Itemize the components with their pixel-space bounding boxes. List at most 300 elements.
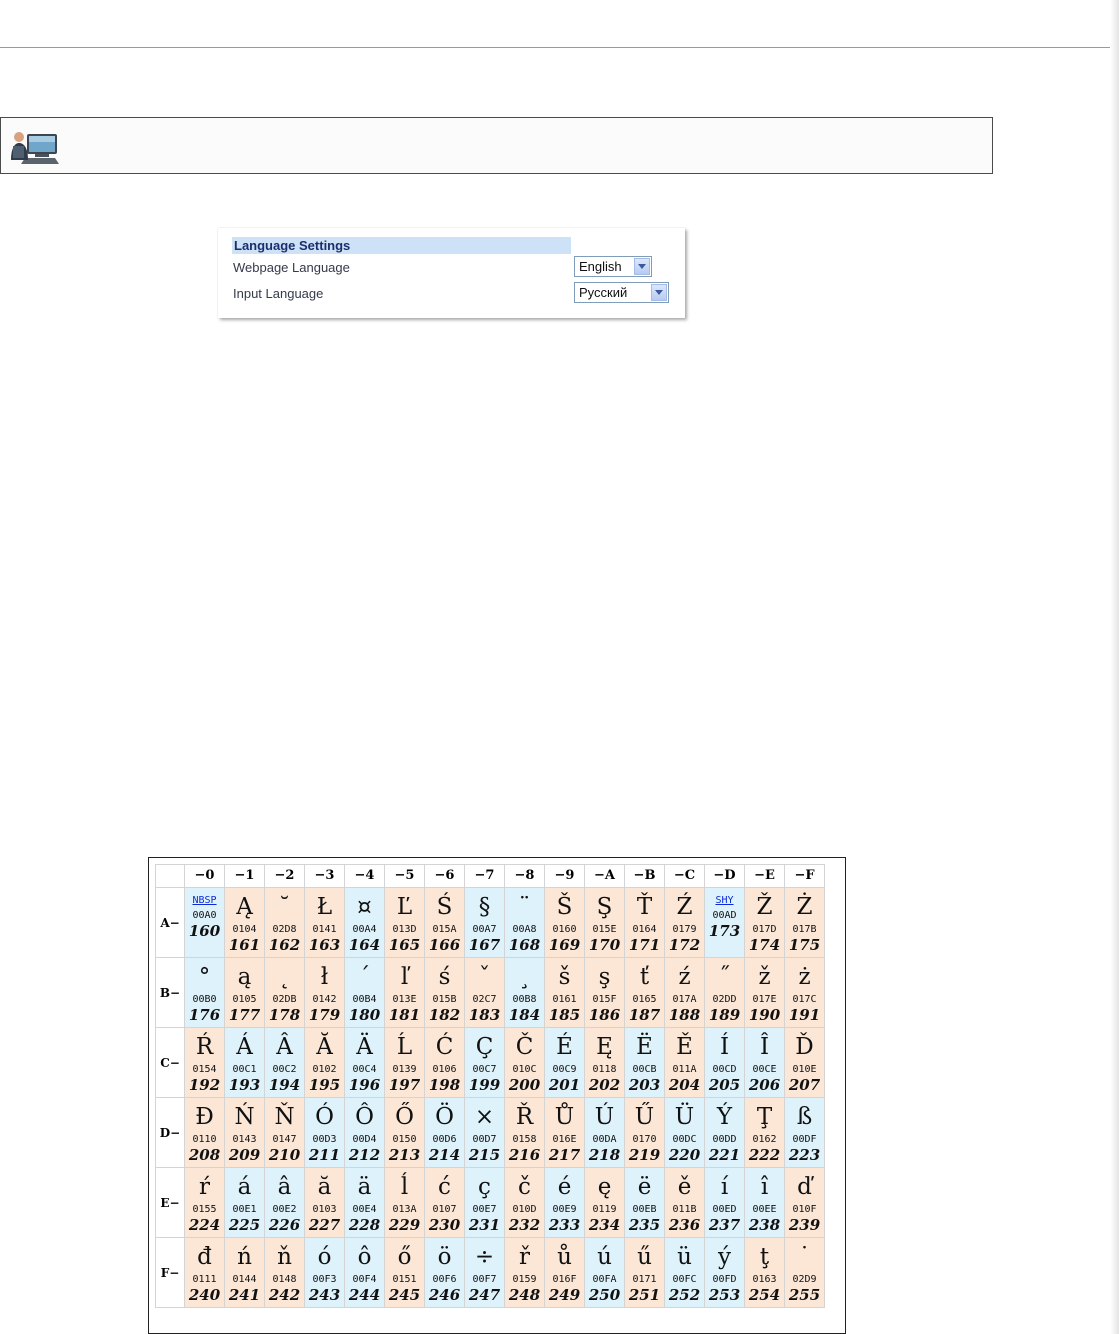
char-code: 00FC xyxy=(672,1274,697,1285)
char-glyph: ž xyxy=(758,964,771,990)
char-decimal: 226 xyxy=(268,1216,301,1234)
char-decimal: 218 xyxy=(588,1146,621,1164)
char-glyph: ó xyxy=(317,1244,332,1270)
char-glyph: ý xyxy=(718,1244,731,1270)
char-code: 017E xyxy=(752,994,777,1005)
char-cell xyxy=(185,888,225,958)
char-cell xyxy=(265,1098,305,1168)
char-glyph: ź xyxy=(678,964,691,990)
char-decimal: 235 xyxy=(628,1216,661,1234)
char-decimal: 165 xyxy=(388,936,421,954)
char-cell xyxy=(185,1028,225,1098)
char-cell xyxy=(385,1098,425,1168)
char-cell xyxy=(505,1028,545,1098)
char-decimal: 177 xyxy=(228,1006,261,1024)
char-glyph: ć xyxy=(438,1174,451,1200)
char-cell xyxy=(465,888,505,958)
char-decimal: 255 xyxy=(788,1286,821,1304)
char-cell xyxy=(545,888,585,958)
char-decimal: 239 xyxy=(788,1216,821,1234)
char-code: 013A xyxy=(392,1204,417,1215)
char-decimal: 206 xyxy=(748,1076,781,1094)
char-code: 00E4 xyxy=(352,1204,377,1215)
char-code: 0171 xyxy=(632,1274,657,1285)
char-cell xyxy=(745,1028,785,1098)
char-cell xyxy=(305,1168,345,1238)
char-name-link[interactable]: SHY xyxy=(715,895,734,906)
char-code: 00C7 xyxy=(472,1064,497,1075)
char-cell xyxy=(265,1168,305,1238)
char-decimal: 233 xyxy=(548,1216,581,1234)
char-glyph: ű xyxy=(637,1244,652,1270)
char-glyph: Ó xyxy=(315,1104,334,1130)
char-cell xyxy=(465,1168,505,1238)
char-glyph: Ŕ xyxy=(195,1034,214,1060)
char-decimal: 196 xyxy=(348,1076,381,1094)
char-decimal: 168 xyxy=(508,936,541,954)
char-glyph: š xyxy=(558,964,571,990)
char-decimal: 251 xyxy=(628,1286,661,1304)
char-glyph: ť xyxy=(639,964,650,990)
char-decimal: 175 xyxy=(788,936,821,954)
char-glyph: ś xyxy=(438,964,451,990)
char-decimal: 170 xyxy=(588,936,621,954)
char-glyph: Ě xyxy=(676,1034,693,1060)
char-code: 0170 xyxy=(632,1134,657,1145)
char-decimal: 224 xyxy=(188,1216,221,1234)
row-header: E− xyxy=(156,1168,185,1238)
char-glyph: č xyxy=(518,1174,531,1200)
char-code: 00E1 xyxy=(232,1204,257,1215)
char-cell xyxy=(425,958,465,1028)
table-row xyxy=(156,888,825,958)
char-code: 016E xyxy=(552,1134,577,1145)
char-decimal: 185 xyxy=(548,1006,581,1024)
column-header: −C xyxy=(665,865,705,888)
char-cell xyxy=(385,1028,425,1098)
char-cell xyxy=(505,1168,545,1238)
char-decimal: 208 xyxy=(188,1146,221,1164)
row-header: A− xyxy=(156,888,185,958)
char-glyph: ř xyxy=(519,1244,530,1270)
column-header: −1 xyxy=(225,865,265,888)
char-decimal: 232 xyxy=(508,1216,541,1234)
char-glyph: ě xyxy=(677,1174,692,1200)
char-code: 0142 xyxy=(312,994,337,1005)
char-glyph: Ú xyxy=(594,1104,615,1130)
char-glyph: Ĺ xyxy=(396,1034,413,1060)
char-code: 011A xyxy=(672,1064,697,1075)
char-code: 00C2 xyxy=(272,1064,297,1075)
char-decimal: 242 xyxy=(268,1286,301,1304)
column-header: −D xyxy=(705,865,745,888)
char-glyph: ˝ xyxy=(718,964,731,990)
char-decimal: 191 xyxy=(788,1006,821,1024)
char-decimal: 197 xyxy=(388,1076,421,1094)
char-glyph: ˇ xyxy=(478,964,491,990)
char-decimal: 203 xyxy=(628,1076,661,1094)
char-decimal: 223 xyxy=(788,1146,821,1164)
char-decimal: 202 xyxy=(588,1076,621,1094)
char-code: 0119 xyxy=(592,1204,617,1215)
char-code: 0159 xyxy=(512,1274,537,1285)
char-cell xyxy=(225,1238,265,1308)
char-cell xyxy=(785,1028,825,1098)
char-decimal: 163 xyxy=(308,936,341,954)
char-cell xyxy=(385,1238,425,1308)
char-glyph: î xyxy=(760,1174,769,1200)
char-code: 010F xyxy=(792,1204,817,1215)
char-glyph: ľ xyxy=(400,964,409,990)
char-cell xyxy=(425,1168,465,1238)
char-code: 0111 xyxy=(192,1274,217,1285)
char-glyph: Ä xyxy=(356,1034,373,1060)
char-glyph: Ů xyxy=(554,1104,575,1130)
char-decimal: 248 xyxy=(508,1286,541,1304)
char-code: 00E9 xyxy=(552,1204,577,1215)
char-code: 00CE xyxy=(752,1064,777,1075)
char-glyph: Ž xyxy=(756,894,773,920)
char-glyph: Ď xyxy=(795,1034,814,1060)
char-cell xyxy=(425,1238,465,1308)
char-code: 00EE xyxy=(752,1204,777,1215)
char-decimal: 198 xyxy=(428,1076,461,1094)
right-page-edge xyxy=(1110,0,1119,1334)
char-code: 00A8 xyxy=(512,924,537,935)
char-cell xyxy=(745,888,785,958)
char-code: 0179 xyxy=(672,924,697,935)
char-code: 00F3 xyxy=(312,1274,337,1285)
char-cell xyxy=(265,888,305,958)
char-code: 00D4 xyxy=(352,1134,377,1145)
webpage-language-select[interactable] xyxy=(574,256,652,277)
char-decimal: 184 xyxy=(508,1006,541,1024)
char-cell xyxy=(345,888,385,958)
char-cell xyxy=(585,1028,625,1098)
char-code: 010C xyxy=(512,1064,537,1075)
char-decimal: 192 xyxy=(188,1076,221,1094)
char-decimal: 238 xyxy=(748,1216,781,1234)
char-code: 015B xyxy=(432,994,457,1005)
input-language-value: Русский xyxy=(579,285,628,300)
char-cell xyxy=(385,1168,425,1238)
column-header: −6 xyxy=(425,865,465,888)
char-cell xyxy=(505,958,545,1028)
char-code: 0141 xyxy=(312,924,337,935)
webpage-language-value: English xyxy=(579,259,622,274)
char-decimal: 182 xyxy=(428,1006,461,1024)
char-glyph: ď xyxy=(797,1174,812,1200)
column-header: −F xyxy=(785,865,825,888)
char-decimal: 240 xyxy=(188,1286,221,1304)
char-glyph: ß xyxy=(796,1104,813,1130)
char-glyph: ů xyxy=(557,1244,572,1270)
char-code: 010D xyxy=(512,1204,537,1215)
char-decimal: 176 xyxy=(188,1006,221,1024)
char-cell xyxy=(305,1098,345,1168)
char-glyph: ę xyxy=(597,1174,612,1200)
char-glyph: Ć xyxy=(435,1034,454,1060)
char-cell xyxy=(785,1238,825,1308)
char-cell xyxy=(665,888,705,958)
char-cell xyxy=(345,1238,385,1308)
char-cell xyxy=(545,1098,585,1168)
char-code: 0107 xyxy=(432,1204,457,1215)
char-cell xyxy=(265,1238,305,1308)
char-code: 0165 xyxy=(632,994,657,1005)
column-header: −9 xyxy=(545,865,585,888)
table-row xyxy=(156,1098,825,1168)
char-cell xyxy=(465,958,505,1028)
webpage-language-label: Webpage Language xyxy=(233,260,350,275)
char-decimal: 195 xyxy=(308,1076,341,1094)
char-code: 0160 xyxy=(552,924,577,935)
char-cell xyxy=(785,1168,825,1238)
char-glyph: Ź xyxy=(676,894,693,920)
char-glyph: ą xyxy=(237,964,252,990)
char-glyph: Ľ xyxy=(396,894,413,920)
char-glyph: Ę xyxy=(596,1034,613,1060)
char-cell xyxy=(785,958,825,1028)
char-code: 02DD xyxy=(712,994,737,1005)
char-decimal: 244 xyxy=(348,1286,381,1304)
char-cell xyxy=(785,888,825,958)
char-code: 00C4 xyxy=(352,1064,377,1075)
char-glyph: ç xyxy=(478,1174,491,1200)
char-glyph: Î xyxy=(759,1034,770,1060)
char-cell xyxy=(505,1238,545,1308)
char-glyph: ü xyxy=(677,1244,692,1270)
input-language-label: Input Language xyxy=(233,286,324,301)
char-decimal: 189 xyxy=(708,1006,741,1024)
column-header: −5 xyxy=(385,865,425,888)
char-cell xyxy=(185,1168,225,1238)
char-decimal: 241 xyxy=(228,1286,261,1304)
char-glyph: ë xyxy=(637,1174,652,1200)
char-name-link[interactable]: NBSP xyxy=(192,895,217,906)
char-decimal: 247 xyxy=(468,1286,501,1304)
char-code: 017C xyxy=(792,994,817,1005)
char-glyph: Ţ xyxy=(756,1104,773,1130)
row-header: D− xyxy=(156,1098,185,1168)
char-cell xyxy=(465,1098,505,1168)
char-cell xyxy=(385,958,425,1028)
char-code: 015A xyxy=(432,924,457,935)
char-code: 0155 xyxy=(192,1204,217,1215)
table-corner xyxy=(156,865,185,888)
char-cell xyxy=(185,958,225,1028)
char-code: 00B8 xyxy=(512,994,537,1005)
char-code: 0148 xyxy=(272,1274,297,1285)
char-cell xyxy=(585,1098,625,1168)
char-decimal: 250 xyxy=(588,1286,621,1304)
char-glyph: ô xyxy=(357,1244,372,1270)
char-cell xyxy=(305,1028,345,1098)
char-decimal: 160 xyxy=(188,922,221,940)
char-decimal: 254 xyxy=(748,1286,781,1304)
char-cell xyxy=(225,1098,265,1168)
char-code: 00D7 xyxy=(472,1134,497,1145)
char-decimal: 167 xyxy=(468,936,501,954)
char-cell xyxy=(345,1028,385,1098)
char-cell xyxy=(625,1168,665,1238)
char-glyph: Ą xyxy=(236,894,253,920)
char-cell xyxy=(625,1028,665,1098)
char-code: 00FA xyxy=(592,1274,617,1285)
char-cell xyxy=(545,1238,585,1308)
char-decimal: 186 xyxy=(588,1006,621,1024)
char-decimal: 222 xyxy=(748,1146,781,1164)
char-decimal: 237 xyxy=(708,1216,741,1234)
char-decimal: 193 xyxy=(228,1076,261,1094)
char-cell xyxy=(585,958,625,1028)
char-decimal: 219 xyxy=(628,1146,661,1164)
char-decimal: 227 xyxy=(308,1216,341,1234)
char-code: 00AD xyxy=(712,910,737,921)
char-code: 00E7 xyxy=(472,1204,497,1215)
char-cell xyxy=(425,1028,465,1098)
chevron-down-icon[interactable] xyxy=(651,284,667,301)
char-decimal: 210 xyxy=(268,1146,301,1164)
char-code: 00EB xyxy=(632,1204,657,1215)
input-language-select[interactable] xyxy=(574,282,669,303)
char-cell xyxy=(465,1238,505,1308)
char-glyph: ˘ xyxy=(278,894,291,920)
char-code: 02C7 xyxy=(472,994,497,1005)
char-cell xyxy=(705,888,745,958)
char-code: 00C1 xyxy=(232,1064,257,1075)
char-glyph: Ő xyxy=(395,1104,414,1130)
char-code: 00DF xyxy=(792,1134,817,1145)
char-decimal: 225 xyxy=(228,1216,261,1234)
char-glyph: Ş xyxy=(596,894,613,920)
char-cell xyxy=(585,1238,625,1308)
char-cell xyxy=(345,958,385,1028)
char-decimal: 209 xyxy=(228,1146,261,1164)
char-glyph: ň xyxy=(277,1244,292,1270)
column-header: −A xyxy=(585,865,625,888)
char-glyph: × xyxy=(474,1104,495,1130)
char-cell xyxy=(305,888,345,958)
char-code: 0162 xyxy=(752,1134,777,1145)
char-glyph: ˛ xyxy=(278,964,291,990)
char-code: 02D9 xyxy=(792,1274,817,1285)
char-code: 0151 xyxy=(392,1274,417,1285)
char-code: 0161 xyxy=(552,994,577,1005)
char-glyph: Ś xyxy=(436,894,453,920)
char-cell xyxy=(625,888,665,958)
char-glyph: Ń xyxy=(234,1104,255,1130)
char-glyph: É xyxy=(556,1034,573,1060)
char-decimal: 200 xyxy=(508,1076,541,1094)
char-glyph: Â xyxy=(276,1034,293,1060)
char-cell xyxy=(785,1098,825,1168)
char-code: 0154 xyxy=(192,1064,217,1075)
char-glyph: Đ xyxy=(195,1104,214,1130)
column-header: −B xyxy=(625,865,665,888)
table-row xyxy=(156,1168,825,1238)
char-code: 017D xyxy=(752,924,777,935)
char-glyph: ¸ xyxy=(518,964,531,990)
char-decimal: 231 xyxy=(468,1216,501,1234)
char-cell xyxy=(225,958,265,1028)
char-decimal: 178 xyxy=(268,1006,301,1024)
char-code: 015E xyxy=(592,924,617,935)
char-code: 00A0 xyxy=(192,910,217,921)
char-code: 02D8 xyxy=(272,924,297,935)
char-code: 00ED xyxy=(712,1204,737,1215)
char-cell xyxy=(585,1168,625,1238)
char-glyph: Ű xyxy=(634,1104,655,1130)
char-code: 0118 xyxy=(592,1064,617,1075)
char-code: 0164 xyxy=(632,924,657,935)
char-glyph: ˙ xyxy=(798,1244,811,1270)
char-glyph: Ň xyxy=(274,1104,295,1130)
char-cell xyxy=(545,1028,585,1098)
char-cell xyxy=(545,1168,585,1238)
char-cell xyxy=(745,1168,785,1238)
char-cell xyxy=(505,888,545,958)
char-decimal: 166 xyxy=(428,936,461,954)
char-decimal: 183 xyxy=(468,1006,501,1024)
char-cell xyxy=(225,1168,265,1238)
section-banner xyxy=(0,117,993,174)
char-cell xyxy=(225,1028,265,1098)
char-code: 00D6 xyxy=(432,1134,457,1145)
char-decimal: 230 xyxy=(428,1216,461,1234)
char-decimal: 214 xyxy=(428,1146,461,1164)
char-code: 011B xyxy=(672,1204,697,1215)
char-decimal: 162 xyxy=(268,936,301,954)
char-glyph: Ý xyxy=(716,1104,733,1130)
char-code: 00FD xyxy=(712,1274,737,1285)
char-cell xyxy=(505,1098,545,1168)
char-glyph: Ť xyxy=(636,894,653,920)
computer-user-icon xyxy=(9,128,61,166)
column-header: −8 xyxy=(505,865,545,888)
char-decimal: 246 xyxy=(428,1286,461,1304)
char-code: 0102 xyxy=(312,1064,337,1075)
char-glyph: á xyxy=(237,1174,252,1200)
char-cell xyxy=(345,1098,385,1168)
char-cell xyxy=(665,1168,705,1238)
char-code: 0139 xyxy=(392,1064,417,1075)
column-header-row xyxy=(156,865,825,888)
char-decimal: 234 xyxy=(588,1216,621,1234)
char-glyph: ţ xyxy=(759,1244,770,1270)
char-code: 00CB xyxy=(632,1064,657,1075)
char-glyph: ő xyxy=(397,1244,412,1270)
top-divider xyxy=(0,47,1119,48)
row-header: B− xyxy=(156,958,185,1028)
language-settings-header: Language Settings xyxy=(232,237,571,254)
column-header: −4 xyxy=(345,865,385,888)
char-cell xyxy=(305,1238,345,1308)
chevron-down-icon[interactable] xyxy=(634,258,650,275)
char-code: 013D xyxy=(392,924,417,935)
char-decimal: 220 xyxy=(668,1146,701,1164)
char-decimal: 201 xyxy=(548,1076,581,1094)
char-cell xyxy=(665,1028,705,1098)
char-cell xyxy=(265,958,305,1028)
table-row xyxy=(156,1238,825,1308)
char-decimal: 228 xyxy=(348,1216,381,1234)
char-cell xyxy=(745,1098,785,1168)
char-code: 0104 xyxy=(232,924,257,935)
char-glyph: ¨ xyxy=(518,894,531,920)
char-glyph: ÷ xyxy=(474,1244,495,1270)
char-code: 017B xyxy=(792,924,817,935)
